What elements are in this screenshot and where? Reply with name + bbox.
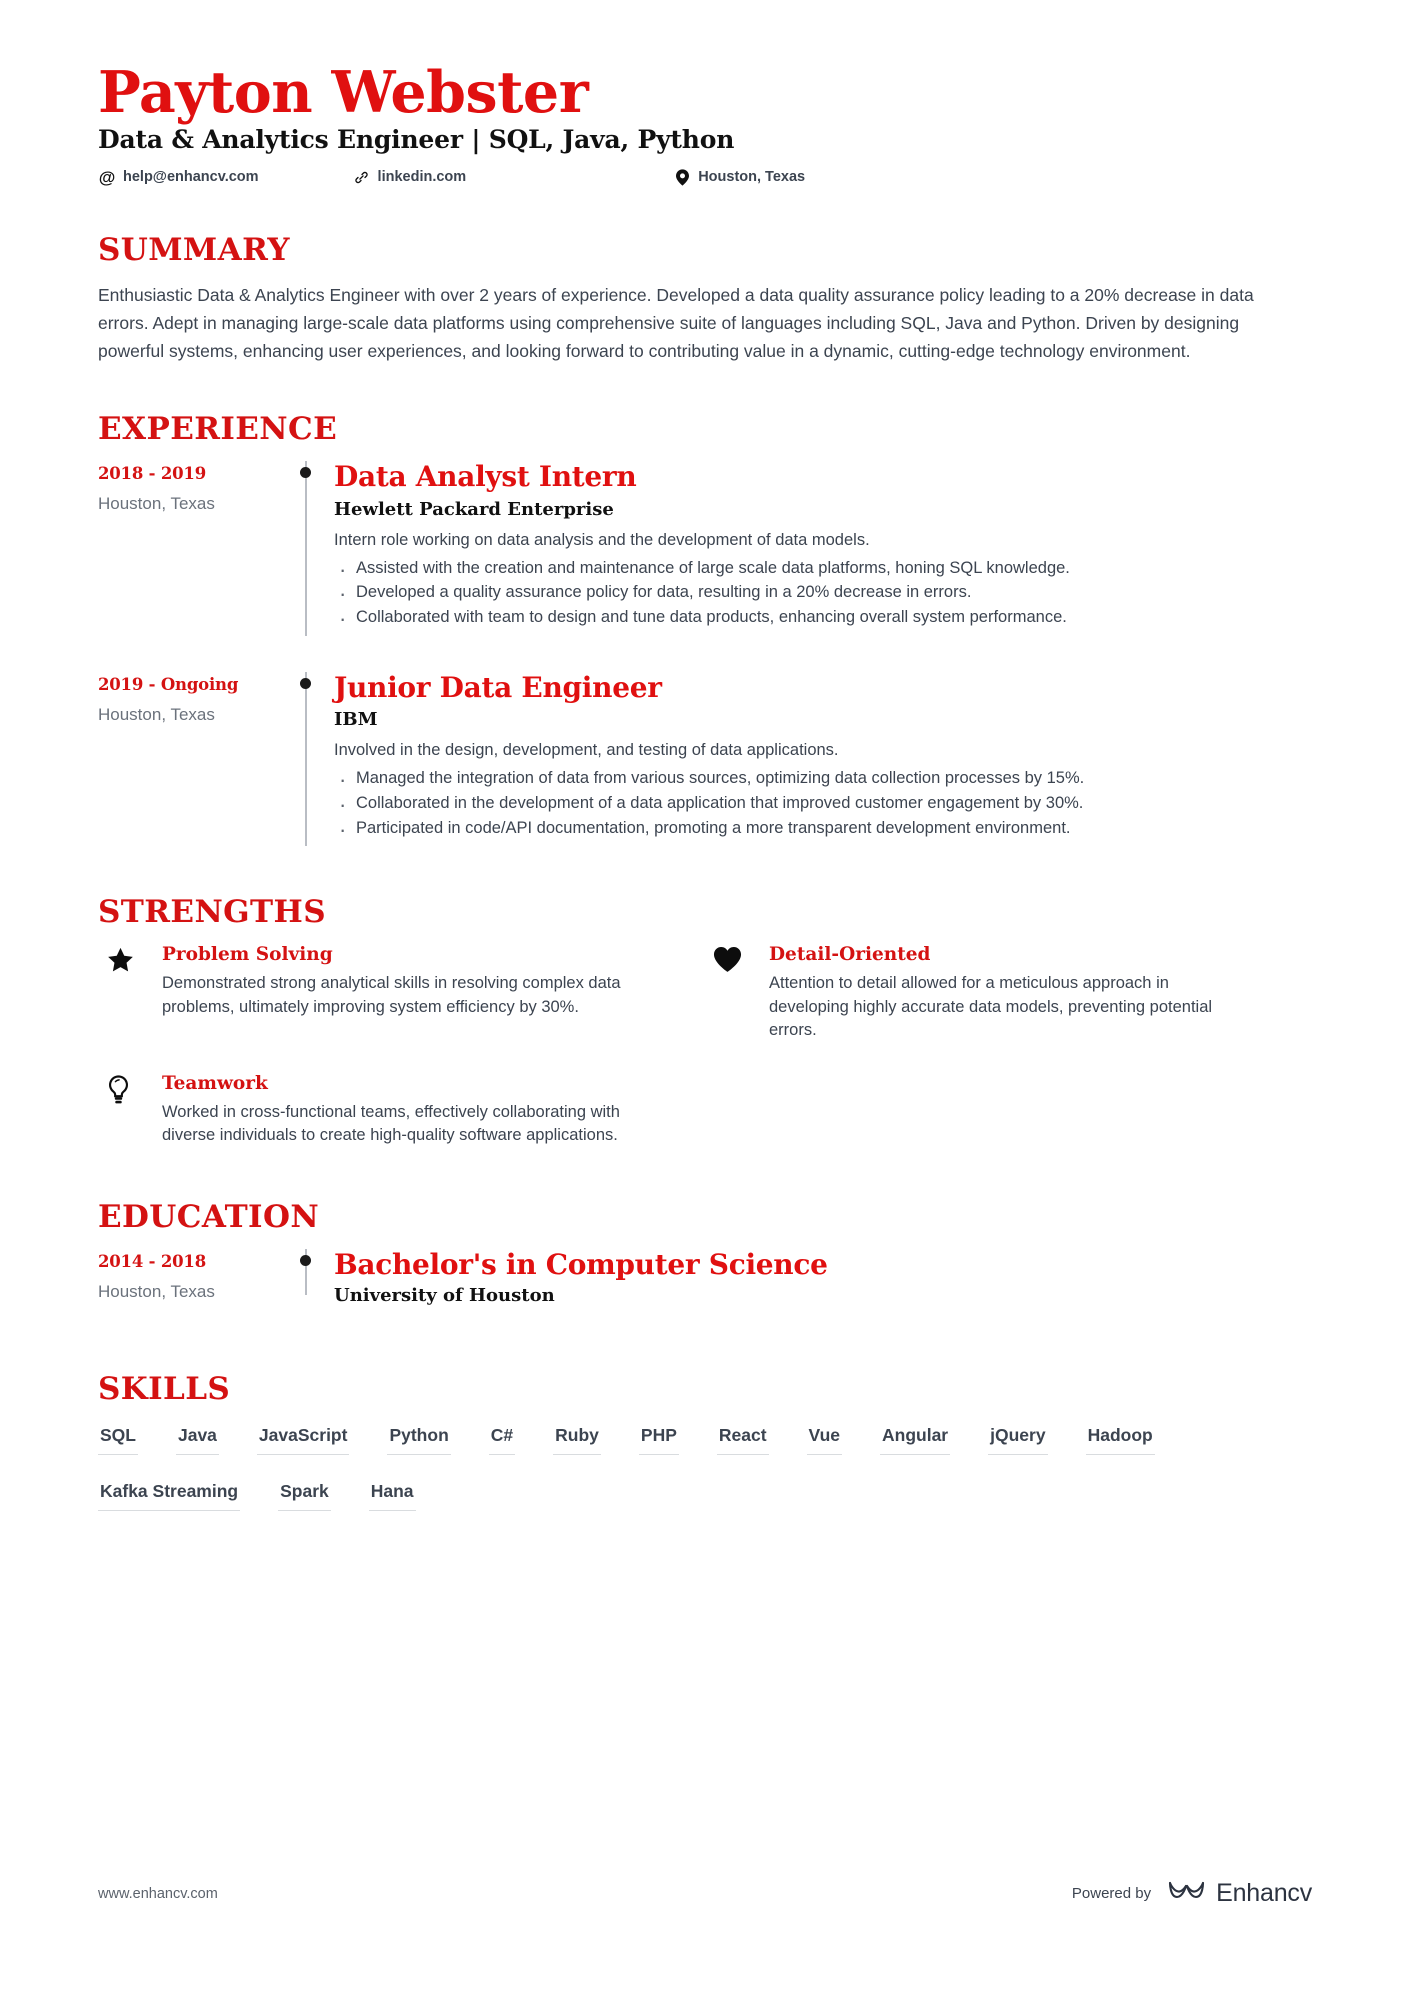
timeline-line: [305, 461, 307, 636]
timeline-dot: [300, 1255, 311, 1266]
experience-description: Involved in the design, development, and testing of data applications.: [334, 741, 839, 760]
powered-by-label: Powered by: [1071, 1885, 1152, 1902]
experience-location: Houston, Texas: [98, 704, 215, 724]
timeline-dot: [300, 467, 311, 478]
page-footer: [98, 1878, 1312, 1909]
experience-bullet: · Participated in code/API documentation, promoting a more transparent development environment.: [334, 816, 1312, 841]
contact-row: [98, 166, 1312, 188]
education-date: 2014 - 2018: [98, 1252, 206, 1272]
timeline-rail: [290, 461, 334, 636]
contact-linkedin-text: linkedin.com: [377, 169, 467, 186]
strength-name: Problem Solving: [162, 944, 333, 966]
experience-date: 2018 - 2019: [98, 464, 206, 484]
experience-meta: [98, 672, 290, 847]
education-details: [334, 1249, 1312, 1320]
spacer: [98, 636, 1312, 672]
skill-chip: Hadoop: [1086, 1421, 1155, 1455]
strength-name: Teamwork: [162, 1072, 268, 1094]
skills-section-title: SKILLS: [98, 1370, 231, 1407]
skill-chip: Python: [387, 1421, 450, 1455]
enhancv-mark-icon: [1167, 1878, 1207, 1909]
star-icon: [98, 944, 162, 1042]
strengths-grid: [98, 944, 1312, 1177]
summary-section-title: SUMMARY: [98, 232, 290, 269]
education-entry: [98, 1249, 1312, 1320]
strength-description: Demonstrated strong analytical skills in resolving complex data problems, ultimately improving system efficiency by 30%.: [162, 974, 621, 1016]
contact-email[interactable]: [98, 168, 259, 186]
skills-list: [98, 1421, 1288, 1533]
skill-chip: C#: [489, 1421, 515, 1455]
skill-chip: Ruby: [553, 1421, 601, 1455]
timeline-dot: [300, 678, 311, 689]
skill-chip: SQL: [98, 1421, 138, 1455]
candidate-headline: Data & Analytics Engineer | SQL, Java, Python: [98, 124, 735, 154]
skill-chip: jQuery: [988, 1421, 1047, 1455]
strength-item: [98, 1073, 705, 1148]
skill-chip: Spark: [278, 1477, 331, 1511]
experience-role: Junior Data Engineer: [334, 670, 662, 704]
experience-company: IBM: [334, 709, 378, 731]
at-icon: @: [98, 167, 116, 187]
heart-icon: [705, 944, 769, 1042]
summary-text: Enthusiastic Data & Analytics Engineer with over 2 years of experience. Developed a data quality assurance policy leading to a 20% decrease in data errors. Adept in managing large-scale data platforms using comprehensive suite of languages including SQL, Java and Python. Driven by designing powerful systems, enhancing user experiences, and looking forward to contributing value in a dynamic, cutting-edge technology environment.: [98, 285, 1254, 361]
experience-bullets: [334, 556, 1312, 630]
strength-item: [705, 944, 1312, 1042]
skill-chip: React: [717, 1421, 769, 1455]
strength-description: Worked in cross-functional teams, effectively collaborating with diverse individuals to create high-quality software applications.: [162, 1102, 620, 1144]
skill-chip: Kafka Streaming: [98, 1477, 240, 1511]
experience-bullet: · Developed a quality assurance policy for data, resulting in a 20% decrease in errors.: [334, 580, 1312, 605]
skill-chip: Hana: [369, 1477, 416, 1511]
section-summary: [98, 232, 1312, 365]
education-school: University of Houston: [334, 1284, 555, 1306]
skill-chip: Java: [176, 1421, 219, 1455]
strength-item: [98, 944, 705, 1042]
skill-chip: Vue: [807, 1421, 842, 1455]
experience-details: [334, 672, 1312, 847]
location-pin-icon: [673, 168, 691, 186]
skill-chip: PHP: [639, 1421, 679, 1455]
strength-body: [162, 944, 635, 1042]
experience-description: Intern role working on data analysis and the development of data models.: [334, 530, 870, 549]
candidate-name: Payton Webster: [98, 59, 589, 126]
experience-bullet: · Collaborated with team to design and tune data products, enhancing overall system performance.: [334, 605, 1312, 630]
skill-chip: JavaScript: [257, 1421, 350, 1455]
experience-bullet: · Assisted with the creation and maintenance of large scale data platforms, honing SQL knowledge.: [334, 556, 1312, 581]
section-experience: [98, 411, 1312, 846]
section-education: [98, 1199, 1312, 1320]
experience-bullets: [334, 766, 1312, 840]
resume-header: [98, 59, 1312, 188]
experience-role: Data Analyst Intern: [334, 460, 637, 494]
strength-description: Attention to detail allowed for a meticulous approach in developing highly accurate data models, preventing potential errors.: [769, 974, 1213, 1040]
footer-url[interactable]: www.enhancv.com: [98, 1885, 218, 1902]
enhancv-logo: [1167, 1878, 1312, 1909]
link-icon: [353, 168, 371, 186]
experience-bullet: · Managed the integration of data from various sources, optimizing data collection processes by 15%.: [334, 766, 1312, 791]
experience-entry: [98, 672, 1312, 847]
section-strengths: [98, 894, 1312, 1177]
footer-branding: [1072, 1878, 1312, 1909]
education-meta: [98, 1249, 290, 1320]
lightbulb-icon: [98, 1073, 162, 1148]
timeline-rail: [290, 672, 334, 847]
experience-meta: [98, 461, 290, 636]
contact-linkedin[interactable]: [353, 168, 467, 186]
strength-body: [162, 1073, 635, 1148]
contact-location-text: Houston, Texas: [698, 169, 806, 186]
skill-chip: Angular: [880, 1421, 950, 1455]
section-skills: [98, 1371, 1312, 1533]
experience-company: Hewlett Packard Enterprise: [334, 498, 614, 520]
strength-name: Detail-Oriented: [769, 944, 931, 966]
experience-entry: [98, 461, 1312, 636]
experience-location: Houston, Texas: [98, 494, 215, 514]
contact-location: [673, 168, 805, 186]
education-section-title: EDUCATION: [98, 1199, 320, 1236]
experience-bullet: · Collaborated in the development of a data application that improved customer engagement by 30%.: [334, 791, 1312, 816]
experience-section-title: EXPERIENCE: [98, 411, 338, 448]
strengths-section-title: STRENGTHS: [98, 894, 327, 931]
strength-body: [769, 944, 1242, 1042]
enhancv-wordmark: Enhancv: [1216, 1879, 1312, 1907]
education-degree: Bachelor's in Computer Science: [334, 1248, 828, 1282]
timeline-line: [305, 672, 307, 847]
education-location: Houston, Texas: [98, 1282, 215, 1302]
experience-date: 2019 - Ongoing: [98, 674, 239, 694]
experience-details: [334, 461, 1312, 636]
timeline-rail: [290, 1249, 334, 1320]
contact-email-text: help@enhancv.com: [123, 169, 259, 186]
